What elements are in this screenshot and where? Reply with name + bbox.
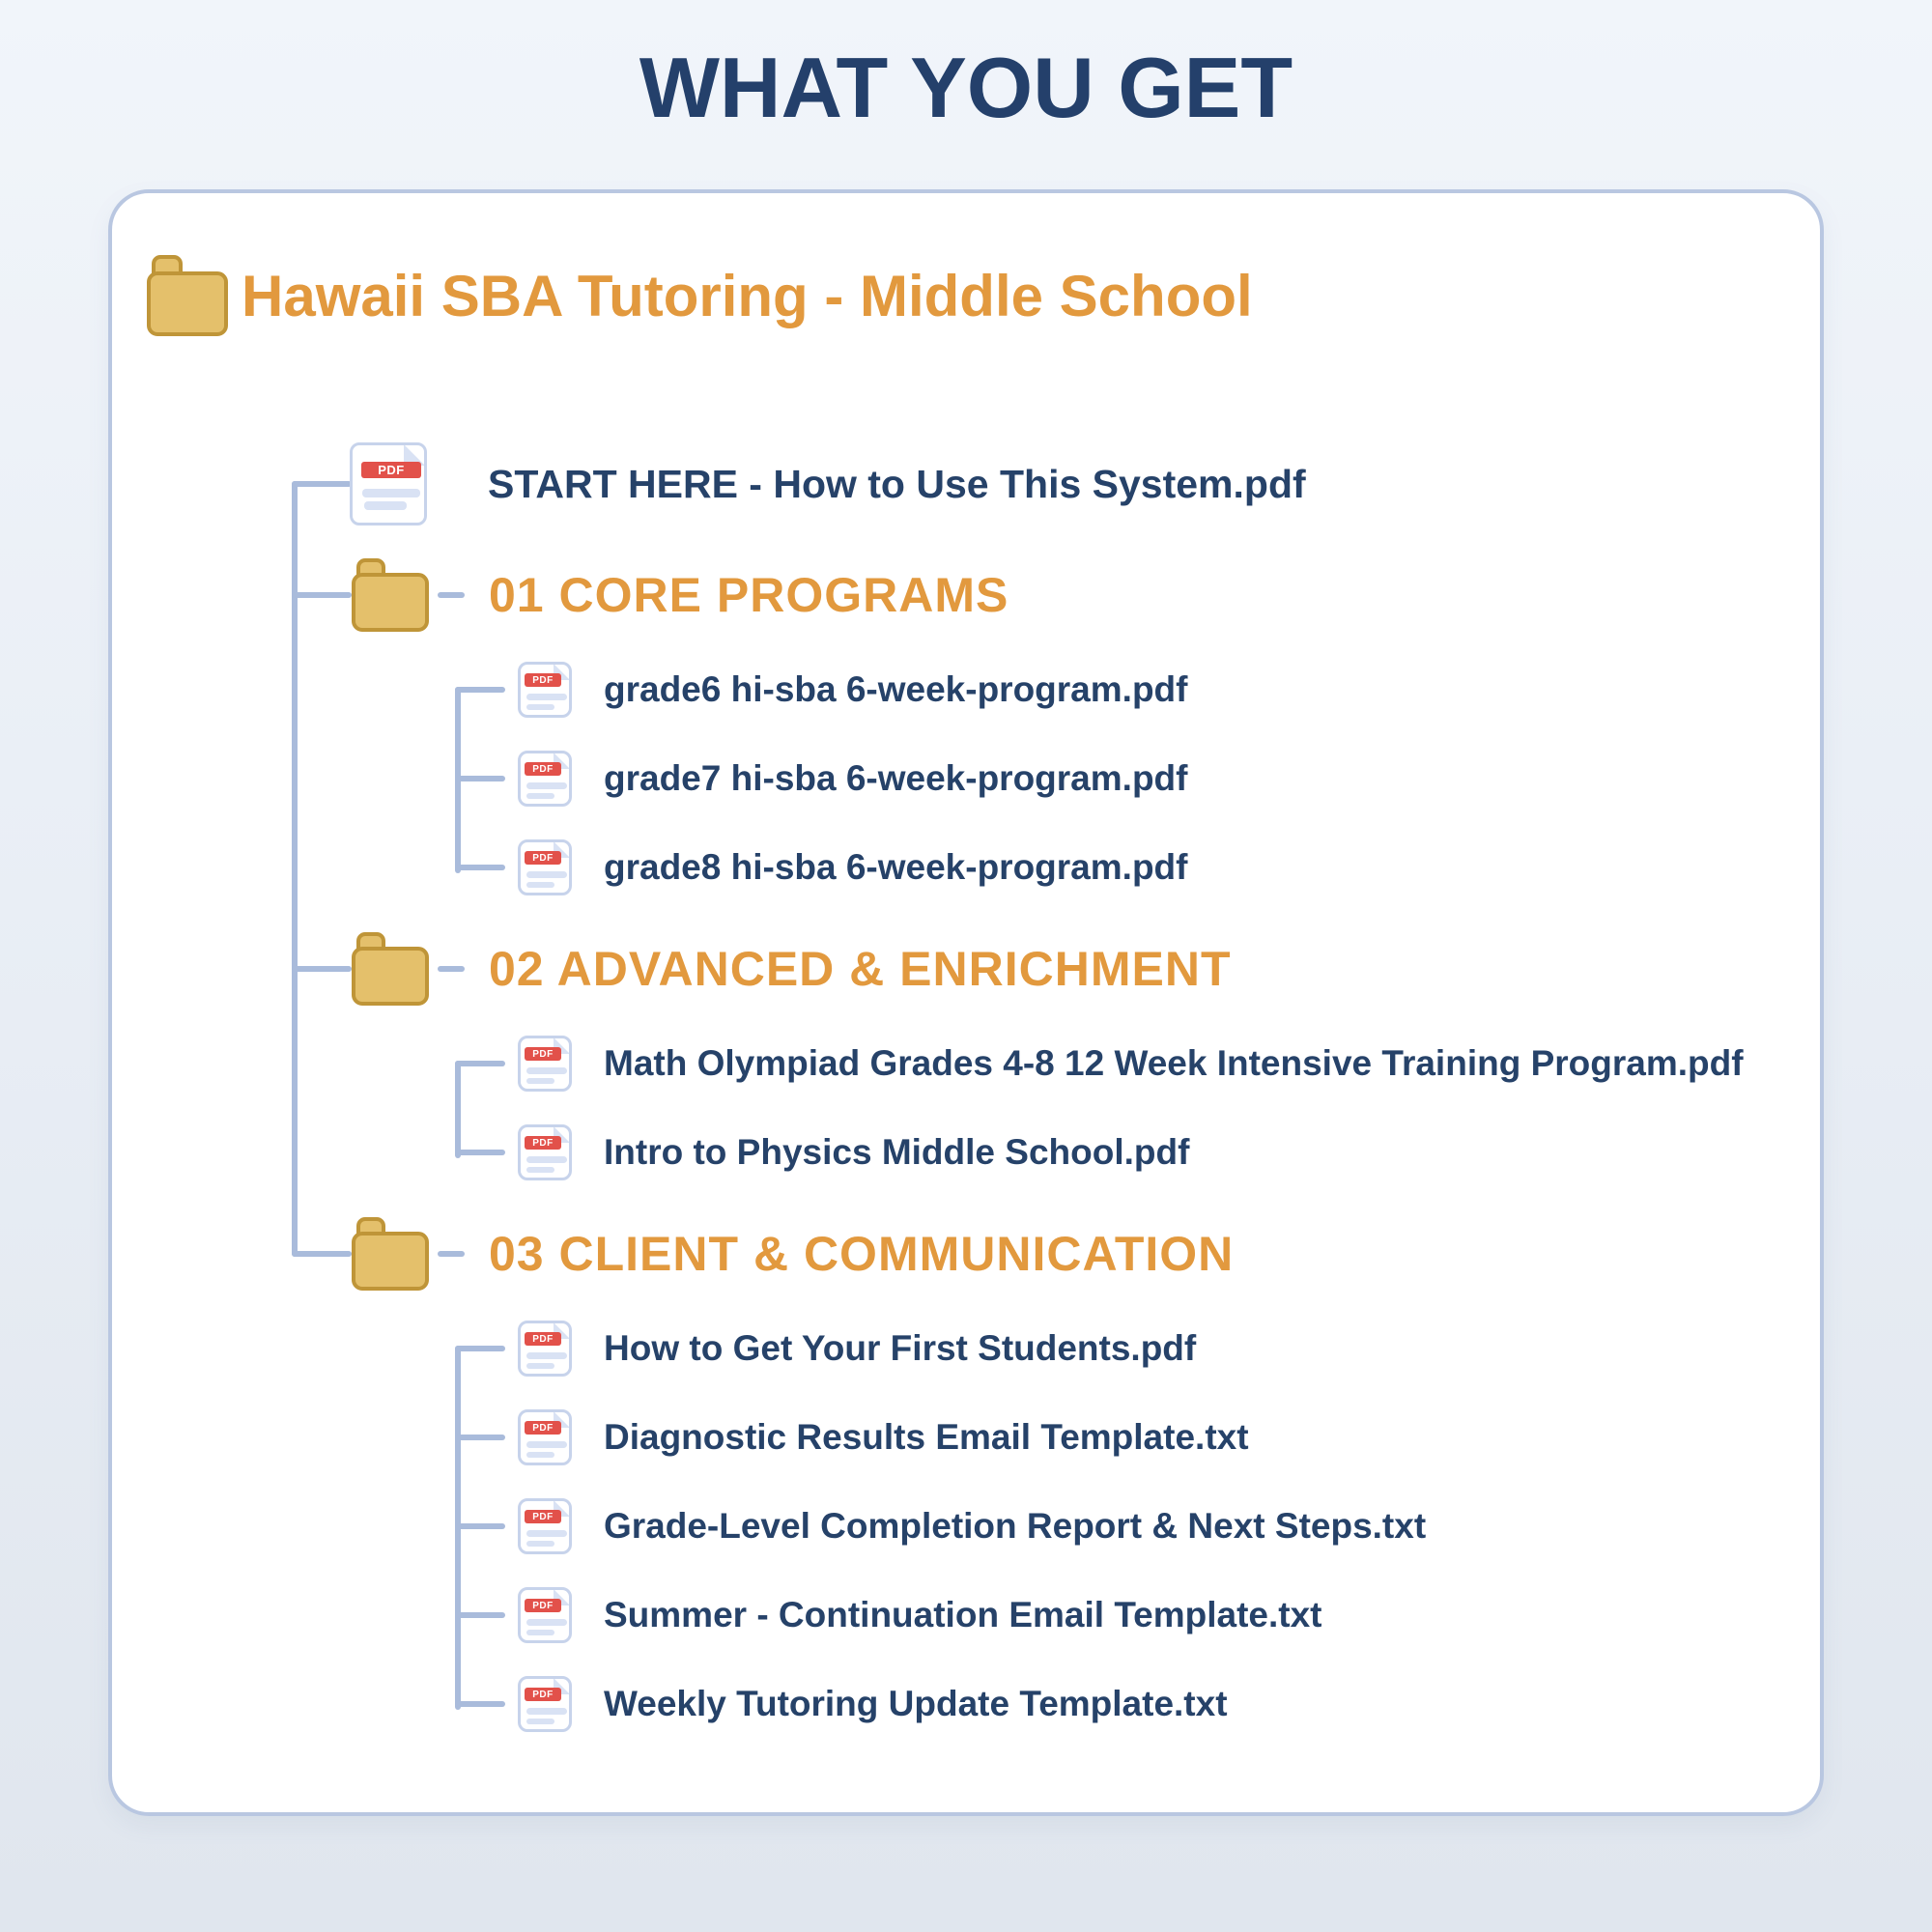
pdf-badge: PDF bbox=[361, 462, 421, 478]
pdf-line bbox=[526, 1719, 554, 1724]
root-folder-row bbox=[147, 255, 1253, 336]
folder-icon bbox=[352, 558, 429, 632]
tree-line-tick-file bbox=[455, 1523, 505, 1529]
file-label: Summer - Continuation Email Template.txt bbox=[604, 1595, 1322, 1634]
tree-line-tick-file bbox=[455, 1701, 505, 1707]
folder-label: 03 CLIENT & COMMUNICATION bbox=[489, 1227, 1235, 1281]
tree-line-tick-section3 bbox=[292, 1251, 352, 1257]
file-label: grade7 hi-sba 6-week-program.pdf bbox=[604, 758, 1188, 798]
pdf-line bbox=[526, 1167, 554, 1173]
pdf-line bbox=[526, 1630, 554, 1635]
pdf-file-icon bbox=[518, 1036, 572, 1092]
pdf-line bbox=[526, 1363, 554, 1369]
file-label: Intro to Physics Middle School.pdf bbox=[604, 1132, 1190, 1172]
pdf-badge: PDF bbox=[525, 1688, 561, 1701]
file-row bbox=[518, 1587, 1322, 1643]
file-row bbox=[518, 1036, 1744, 1092]
root-folder-label: Hawaii SBA Tutoring - Middle School bbox=[242, 263, 1253, 328]
pdf-line bbox=[526, 1708, 567, 1715]
folder-icon bbox=[147, 255, 228, 336]
pdf-file-icon bbox=[350, 442, 427, 526]
pdf-line bbox=[526, 793, 554, 799]
file-row-start-here bbox=[350, 442, 1306, 526]
pdf-line bbox=[362, 489, 420, 497]
pdf-line bbox=[526, 1156, 567, 1163]
folder-row-client-communication bbox=[352, 1217, 1234, 1291]
folder-body bbox=[352, 573, 429, 632]
pdf-file-icon bbox=[518, 1409, 572, 1465]
pdf-badge: PDF bbox=[525, 1599, 561, 1612]
tree-line-tick-file bbox=[455, 1346, 505, 1351]
file-label: Diagnostic Results Email Template.txt bbox=[604, 1417, 1249, 1457]
folder-body bbox=[147, 271, 228, 336]
file-row bbox=[518, 1321, 1196, 1377]
file-label: START HERE - How to Use This System.pdf bbox=[488, 461, 1306, 506]
tree-line-group2-vertical bbox=[455, 1061, 461, 1158]
folder-row-core-programs bbox=[352, 558, 1009, 632]
tree-line-tick-file bbox=[455, 1061, 505, 1066]
tree-line-tick-file bbox=[455, 687, 505, 693]
file-label: How to Get Your First Students.pdf bbox=[604, 1328, 1197, 1368]
pdf-badge: PDF bbox=[525, 1332, 561, 1346]
folder-row-advanced-enrichment bbox=[352, 932, 1232, 1006]
folder-label: 01 CORE PROGRAMS bbox=[489, 568, 1009, 622]
pdf-line bbox=[526, 1352, 567, 1359]
file-label: grade8 hi-sba 6-week-program.pdf bbox=[604, 847, 1188, 887]
pdf-badge: PDF bbox=[525, 762, 561, 776]
folder-dash-connector bbox=[438, 592, 465, 598]
tree-line-tick-file bbox=[455, 1435, 505, 1440]
pdf-line bbox=[526, 1530, 567, 1537]
tree-line-tick-section2 bbox=[292, 966, 352, 972]
tree-line-tick-file bbox=[455, 865, 505, 870]
pdf-line bbox=[526, 1441, 567, 1448]
pdf-file-icon bbox=[518, 1498, 572, 1554]
file-label: Math Olympiad Grades 4-8 12 Week Intensive Training Program.pdf bbox=[604, 1043, 1744, 1083]
file-label: Grade-Level Completion Report & Next Steps.txt bbox=[604, 1506, 1427, 1546]
tree-line-tick-start bbox=[292, 481, 352, 487]
pdf-line bbox=[364, 501, 407, 510]
pdf-line bbox=[526, 704, 554, 710]
file-label: Weekly Tutoring Update Template.txt bbox=[604, 1684, 1228, 1723]
folder-label: 02 ADVANCED & ENRICHMENT bbox=[489, 942, 1232, 996]
file-row bbox=[518, 1498, 1426, 1554]
pdf-badge: PDF bbox=[525, 673, 561, 687]
pdf-badge: PDF bbox=[525, 1047, 561, 1061]
folder-body bbox=[352, 1232, 429, 1291]
file-row bbox=[518, 1124, 1189, 1180]
pdf-line bbox=[526, 1452, 554, 1458]
pdf-line bbox=[526, 782, 567, 789]
content-card bbox=[108, 189, 1824, 1816]
pdf-line bbox=[526, 1619, 567, 1626]
folder-icon bbox=[352, 932, 429, 1006]
tree-line-tick-section1 bbox=[292, 592, 352, 598]
folder-body bbox=[352, 947, 429, 1006]
folder-dash-connector bbox=[438, 966, 465, 972]
file-row bbox=[518, 839, 1187, 895]
pdf-file-icon bbox=[518, 751, 572, 807]
pdf-badge: PDF bbox=[525, 1421, 561, 1435]
tree-line-tick-file bbox=[455, 1612, 505, 1618]
pdf-file-icon bbox=[518, 1124, 572, 1180]
file-row bbox=[518, 1409, 1249, 1465]
pdf-badge: PDF bbox=[525, 1136, 561, 1150]
folder-dash-connector bbox=[438, 1251, 465, 1257]
tree-line-tick-file bbox=[455, 776, 505, 781]
file-row bbox=[518, 1676, 1228, 1732]
pdf-badge: PDF bbox=[525, 851, 561, 865]
pdf-badge: PDF bbox=[525, 1510, 561, 1523]
pdf-file-icon bbox=[518, 1587, 572, 1643]
file-label: grade6 hi-sba 6-week-program.pdf bbox=[604, 669, 1188, 709]
pdf-file-icon bbox=[518, 662, 572, 718]
folder-icon bbox=[352, 1217, 429, 1291]
pdf-file-icon bbox=[518, 1676, 572, 1732]
pdf-file-icon bbox=[518, 1321, 572, 1377]
pdf-line bbox=[526, 871, 567, 878]
page-title: WHAT YOU GET bbox=[639, 40, 1293, 135]
file-row bbox=[518, 662, 1187, 718]
pdf-line bbox=[526, 882, 554, 888]
pdf-line bbox=[526, 1078, 554, 1084]
tree-line-tick-file bbox=[455, 1150, 505, 1155]
pdf-file-icon bbox=[518, 839, 572, 895]
pdf-line bbox=[526, 694, 567, 700]
pdf-line bbox=[526, 1067, 567, 1074]
file-row bbox=[518, 751, 1187, 807]
pdf-line bbox=[526, 1541, 554, 1547]
